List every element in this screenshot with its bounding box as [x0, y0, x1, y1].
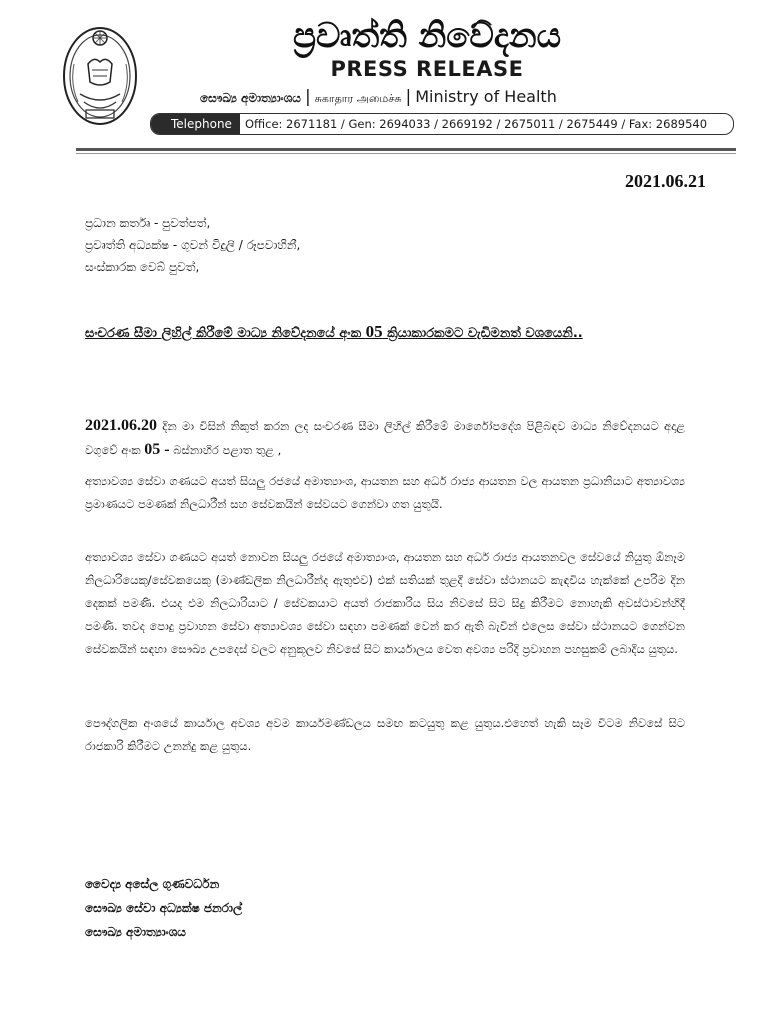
separator-1: | [304, 87, 311, 107]
addressee-block [85, 212, 685, 278]
subject-number: 05 [365, 322, 383, 341]
paragraph-1-text-a: දින මා විසින් නිකුත් කරන ලද සංචරණ සීමා ලිහිල් කිරීමේ මාර්ගෝපදේශ පිළිබඳව මාධ්‍ය නිවේදනයට අදාළ වගුවේ අංක [85, 419, 685, 457]
addressee-line: ප්‍රවෘත්ති අධ්‍යක්ෂ - ගුවන් විදුලි / රූපවාහිනී, [85, 238, 301, 252]
state-emblem-icon [60, 24, 140, 134]
addressee-line: සංස්කාරක වෙබ් පුවත්, [85, 260, 200, 274]
telephone-bar [150, 113, 734, 135]
paragraph-3: අත්‍යාවශ්‍ය සේවා ගණයට අයත් නොවන සියලු රජයේ අමාත්‍යාංශ, ආයතන සහ අර්ධ රාජ්‍ය ආයතනවල සේවයේ නියුතු ඕනෑම නිලධාරියෙකු/සේවකයෙකු (මාණ්ඩලික නිලධාරීන්ද ඇතුළුව) එක් සතියක් තුළදී සේවා ස්ථානයට කැඳවිය හැක්කේ උපරිම දින දෙකක් පමණි. එයද එම නිලධාරියාට / සේවකයාට අයත් රාජකාරිය සිය නිවසේ සිට සිදු කිරීමට නොහැකි අවස්ථාවන්හිදී පමණි. තවද පොදු ප්‍රවාහන සේවා අත්‍යාවශ්‍ය සේවා සඳහා පමණක් වෙන් කර ඇති බැවින් එලෙස සේවා ස්ථානයට ගෙන්වන සේවකයින් සඳහා සෞඛ්‍ය උපදෙස් වලට අනුකූලව නිවසේ සිට කාර්යාලය වෙත අවශ්‍ය පරිදි ප්‍රවාහන පහසුකම් ලබාදිය යුතුය. [85, 550, 685, 656]
paragraph-1-text-b: බස්නාහිර පළාත තුළ , [169, 443, 282, 457]
subject-text-after: ක්‍රියාකාරකමට වැඩිමනත් වශයෙනි.. [382, 326, 583, 341]
ministry-name-sinhala: සෞඛ්‍ය අමාත්‍යාංශය [200, 91, 301, 105]
ministry-name-english: Ministry of Health [415, 87, 557, 106]
signatory-name: වෛද්‍ය අසේල ගුණවර්ධන [85, 877, 220, 891]
press-release-title-sinhala: ප්‍රවෘත්ති නිවේදනය [292, 16, 562, 56]
header-divider-thin [76, 153, 736, 154]
press-release-title-english: PRESS RELEASE [330, 57, 524, 81]
telephone-numbers: Office: 2671181 / Gen: 2694033 / 2669192 / 2675011 / 2675449 / Fax: 2689540 [244, 117, 708, 131]
paragraph-2: අත්‍යාවශ්‍ය සේවා ගණයට අයත් සියලු රජයේ අමාත්‍යාංශ, ආයතන සහ අර්ධ රාජ්‍ය ආයතන වල ආයතන ප්‍රධානියාට අත්‍යාවශ්‍ය ප්‍රමාණයට පමණක් නිලධාරීන් සහ සේවකයින් සේවයට ගෙන්වා ගත යුතුයි. [85, 474, 685, 511]
ministry-name-tamil: சுகாதார அமைச்சு [314, 92, 402, 105]
separator-2: | [405, 87, 412, 107]
subject-text-before: සංචරණ සීමා ලිහිල් කිරීමේ මාධ්‍ය නිවේදනයේ අංක [85, 326, 366, 341]
ministry-line [200, 86, 700, 110]
header-divider [76, 148, 736, 151]
telephone-label: Telephone [151, 114, 240, 134]
paragraph-1 [85, 414, 685, 462]
release-date: 2021.06.21 [625, 171, 706, 191]
subject-heading [85, 320, 685, 346]
addressee-line: ප්‍රධාන කර්තෘ - පුවත්පත්, [85, 216, 211, 230]
paragraph-4: පෞද්ගලික අංශයේ කාර්යාල අවශ්‍ය අවම කාර්යමණ්ඩලය සමඟ කටයුතු කළ යුතුය.එහෙත් හැකි සෑම විටම නිවසේ සිට රාජකාරි කිරීමට උනන්දු කළ යුතුය. [85, 716, 685, 753]
paragraph-1-number: 05 - [144, 441, 170, 458]
signatory-title: සෞඛ්‍ය සේවා අධ්‍යක්ෂ ජනරාල් [85, 901, 243, 915]
paragraph-1-date: 2021.06.20 [85, 417, 157, 434]
signatory-organisation: සෞඛ්‍ය අමාත්‍යාංශය [85, 925, 186, 939]
signature-block [85, 872, 485, 944]
